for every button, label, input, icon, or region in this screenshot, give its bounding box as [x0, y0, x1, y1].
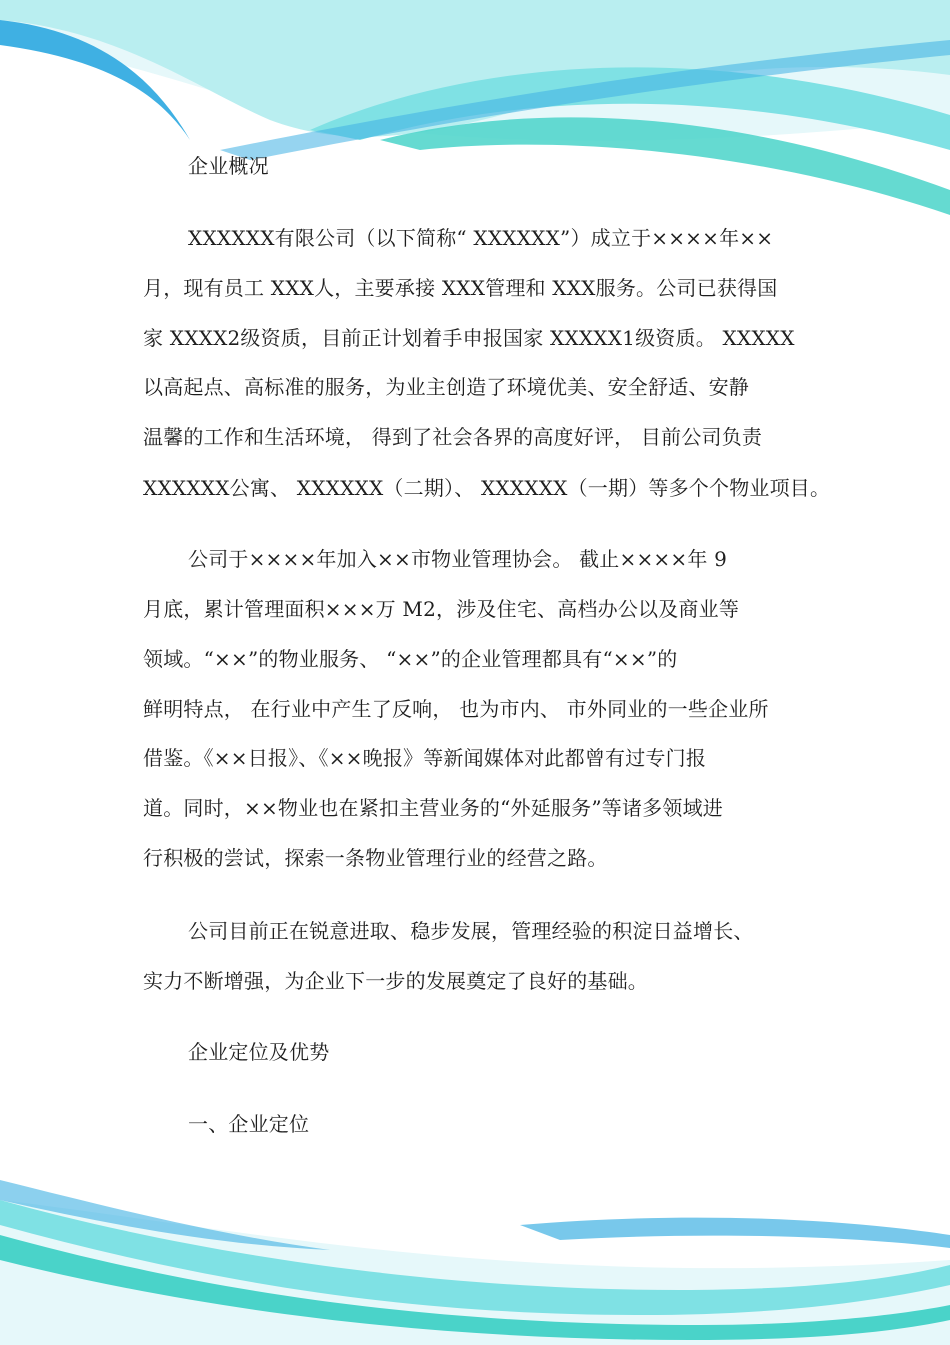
paragraph-2-line-4: 鲜明特点， 在行业中产生了反响， 也为市内、 市外同业的一些企业所 [143, 697, 769, 721]
paragraph-2-line-3: 领域。“××”的物业服务、 “××”的企业管理都具有“××”的 [143, 647, 678, 671]
paragraph-1-line-1: XXXXXX有限公司（以下简称“ XXXXXX”）成立于××××年×× [188, 226, 774, 250]
paragraph-1-line-4: 以高起点、高标准的服务，为业主创造了环境优美、安全舒适、安静 [143, 375, 749, 399]
top-wave-decoration [0, 0, 950, 240]
paragraph-2-line-7: 行积极的尝试，探索一条物业管理行业的经营之路。 [143, 846, 608, 870]
subheading-positioning: 一、企业定位 [188, 1112, 310, 1136]
paragraph-3-line-2: 实力不断增强，为企业下一步的发展奠定了良好的基础。 [143, 969, 648, 993]
paragraph-2-line-2: 月底，累计管理面积×××万 M2，涉及住宅、高档办公以及商业等 [143, 597, 740, 621]
paragraph-3-line-1: 公司目前正在锐意进取、稳步发展，管理经验的积淀日益增长、 [188, 919, 754, 943]
heading-positioning: 企业定位及优势 [188, 1040, 330, 1064]
paragraph-1-line-3: 家 XXXX2级资质，目前正计划着手申报国家 XXXXX1级资质。 XXXXX [143, 326, 795, 350]
paragraph-1-line-6: XXXXXX公寓、 XXXXXX（二期）、 XXXXXX（一期）等多个个物业项目。 [143, 476, 831, 500]
paragraph-1-line-5: 温馨的工作和生活环境， 得到了社会各界的高度好评， 目前公司负责 [143, 425, 763, 449]
paragraph-2-line-5: 借鉴。《××日报》、《××晚报》等新闻媒体对此都曾有过专门报 [143, 746, 707, 770]
paragraph-2-line-6: 道。同时，××物业也在紧扣主营业务的“外延服务”等诸多领域进 [143, 796, 723, 820]
bottom-wave-decoration [0, 1140, 950, 1345]
paragraph-2-line-1: 公司于××××年加入××市物业管理协会。 截止××××年 9 [188, 547, 728, 571]
heading-overview: 企业概况 [188, 154, 269, 178]
paragraph-1-line-2: 月，现有员工 XXX人，主要承接 XXX管理和 XXX服务。公司已获得国 [143, 276, 778, 300]
